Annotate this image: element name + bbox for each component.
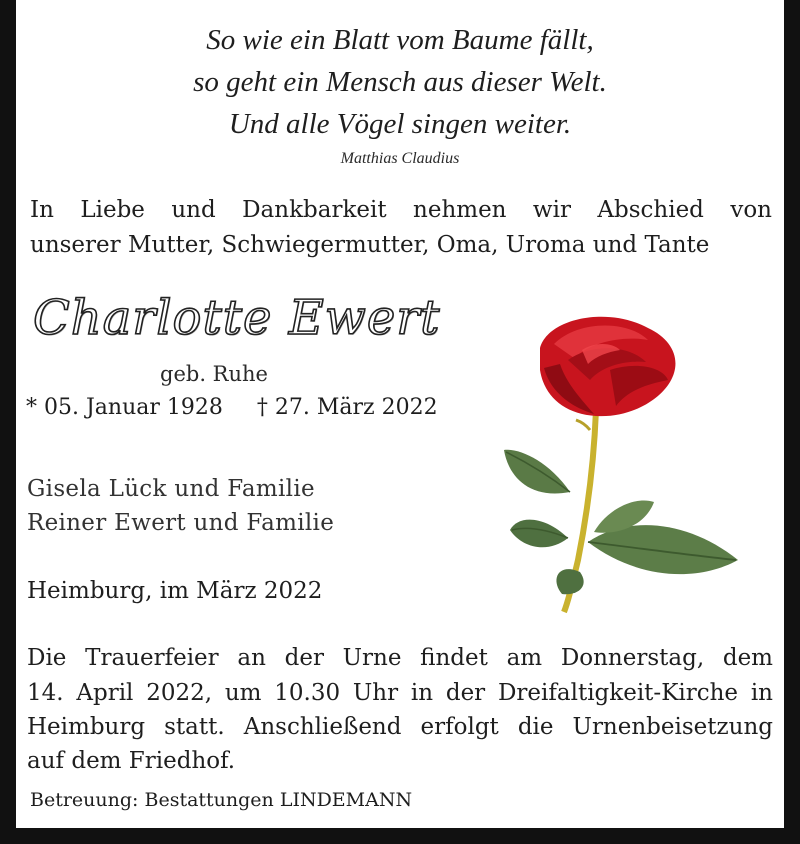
red-rose-icon: [498, 310, 742, 615]
poem-line-3: Und alle Vögel singen weiter.: [228, 108, 572, 140]
poem-line-2: so geht ein Mensch aus dieser Welt.: [193, 66, 607, 98]
poem-author: Matthias Claudius: [340, 150, 460, 167]
death-date: † 27. März 2022: [256, 395, 438, 420]
poem-line-1: So wie ein Blatt vom Baume fällt,: [206, 24, 594, 56]
intro-line-1: In Liebe und Dankbarkeit nehmen wir Abschied von: [30, 197, 772, 223]
birth-date: * 05. Januar 1928: [26, 395, 223, 420]
life-dates: [26, 395, 438, 420]
mourner-2: Reiner Ewert und Familie: [27, 510, 335, 536]
funeral-service: Betreuung: Bestattungen LINDEMANN: [30, 789, 413, 811]
mourner-1: Gisela Lück und Familie: [27, 476, 315, 502]
place-date: Heimburg, im März 2022: [27, 578, 323, 604]
ceremony-line-2: 14. April 2022, um 10.30 Uhr in der Dreifaltigkeit-Kirche in: [27, 680, 773, 706]
ceremony-line-3: Heimburg statt. Anschließend erfolgt die Urnenbeisetzung: [27, 714, 773, 740]
maiden-name: geb. Ruhe: [160, 362, 268, 386]
ceremony-line-4: auf dem Friedhof.: [27, 748, 236, 774]
ceremony-line-1: Die Trauerfeier an der Urne findet am Donnerstag, dem: [27, 645, 773, 671]
intro-line-2: unserer Mutter, Schwiegermutter, Oma, Uroma und Tante: [30, 232, 710, 258]
deceased-name: Charlotte Ewert: [33, 290, 441, 346]
